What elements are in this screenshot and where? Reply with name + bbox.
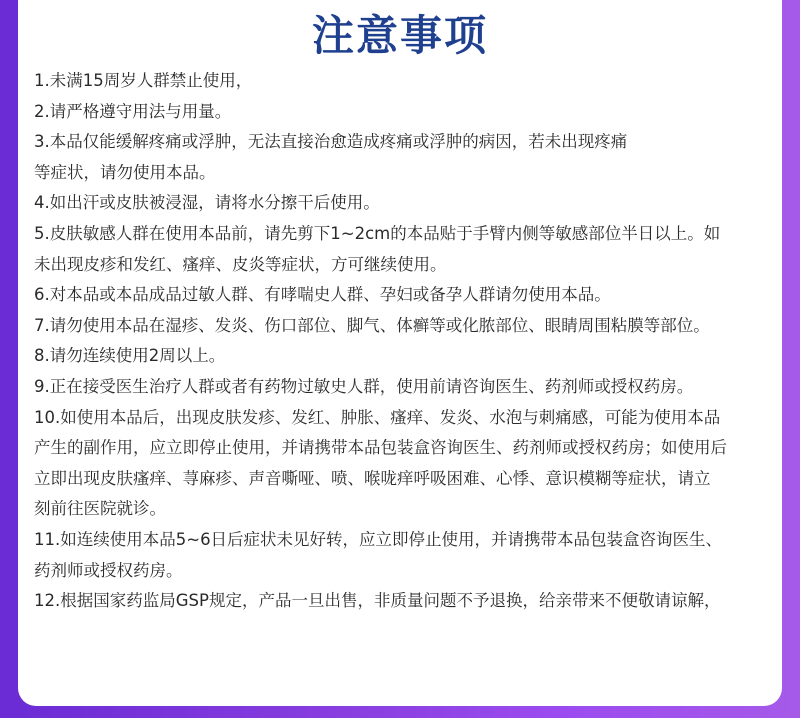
page-title: 注意事项 <box>311 11 488 60</box>
note-item-11 <box>34 525 776 586</box>
note-text: 4.如出汗或皮肤被浸湿，请将水分擦干后使用。 <box>34 193 380 213</box>
note-text: 药剂师或授权药房。 <box>34 560 183 580</box>
note-text: 12.根据国家药监局GSP规定，产品一旦出售，非质量问题不予退换，给亲带来不便敬请谅解， <box>34 591 721 611</box>
note-text: 产生的副作用，应立即停止使用，并请携带本品包装盒咨询医生、药剂师或授权药房；如使用后 <box>34 438 727 458</box>
note-text: 10.如使用本品后，出现皮肤发疹、发红、肿胀、瘙痒、发炎、水泡与刺痛感，可能为使用本品 <box>34 407 721 427</box>
note-text: 3.本品仅能缓解疼痛或浮肿，无法直接治愈造成疼痛或浮肿的病因，若未出现疼痛 <box>34 132 628 152</box>
note-text: 未出现皮疹和发红、瘙痒、皮炎等症状，方可继续使用。 <box>34 254 447 274</box>
note-text: 刻前往医院就诊。 <box>34 499 166 519</box>
note-item-7 <box>34 311 776 342</box>
note-item-3 <box>34 127 776 188</box>
note-item-4 <box>34 188 776 219</box>
note-text: 9.正在接受医生治疗人群或者有药物过敏史人群，使用前请咨询医生、药剂师或授权药房。 <box>34 376 694 396</box>
note-item-8 <box>34 341 776 372</box>
note-text: 11.如连续使用本品5~6日后症状未见好转，应立即停止使用，并请携带本品包装盒咨询医生、 <box>34 529 723 549</box>
note-item-9 <box>34 372 776 403</box>
note-item-1 <box>34 66 776 97</box>
note-text: 5.皮肤敏感人群在使用本品前，请先剪下1~2cm的本品贴于手臂内侧等敏感部位半日以上。如 <box>34 223 721 243</box>
note-text: 6.对本品或本品成品过敏人群、有哮喘史人群、孕妇或备孕人群请勿使用本品。 <box>34 285 611 305</box>
note-text: 8.请勿连续使用2周以上。 <box>34 346 226 366</box>
note-item-6 <box>34 280 776 311</box>
note-item-5 <box>34 219 776 280</box>
note-text: 7.请勿使用本品在湿疹、发炎、伤口部位、脚气、体癣等或化脓部位、眼睛周围粘膜等部位。 <box>34 315 710 335</box>
notes-list <box>34 66 776 617</box>
note-item-10 <box>34 403 776 525</box>
note-text: 立即出现皮肤瘙痒、荨麻疹、声音嘶哑、喷、喉咙痒呼吸困难、心悸、意识模糊等症状，请立 <box>34 468 711 488</box>
note-text: 等症状，请勿使用本品。 <box>34 162 216 182</box>
note-item-12 <box>34 586 776 617</box>
note-text: 1.未满15周岁人群禁止使用， <box>34 71 253 90</box>
note-text: 2.请严格遵守用法与用量。 <box>34 101 232 121</box>
note-item-2 <box>34 97 776 128</box>
